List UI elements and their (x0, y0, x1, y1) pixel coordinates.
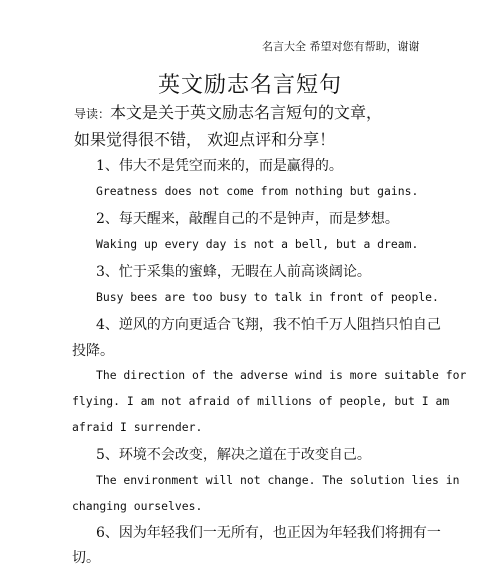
header-note: 名言大全 希望对您有帮助，谢谢 (262, 40, 420, 53)
intro-line-2: 如果觉得很不错， 欢迎点评和分享！ (74, 130, 336, 149)
quote-5-en-2: changing ourselves. (72, 499, 203, 513)
quote-4-cn-2: 投降。 (72, 343, 114, 359)
intro-label: 导读： (74, 107, 111, 121)
quote-5-en-1: The environment will not change. The solution lies in (96, 473, 460, 487)
quote-4-en-3: afraid I surrender. (72, 420, 203, 434)
quote-4-en-1: The direction of the adverse wind is more suitable for (96, 368, 467, 382)
quote-6-cn-1: 6、因为年轻我们一无所有，也正因为年轻我们将拥有一 (96, 525, 441, 541)
quote-3-cn: 3、忙于采集的蜜蜂，无暇在人前高谈阔论。 (96, 264, 371, 280)
quote-6-cn-2: 切。 (72, 550, 100, 566)
quote-3-en: Busy bees are too busy to talk in front of people. (96, 290, 439, 304)
quote-2-cn: 2、每天醒来，敲醒自己的不是钟声，而是梦想。 (96, 211, 399, 227)
quote-1-en: Greatness does not come from nothing but gains. (96, 184, 419, 198)
quote-5-cn: 5、环境不会改变，解决之道在于改变自己。 (96, 447, 371, 463)
quote-4-cn-1: 4、逆风的方向更适合飞翔，我不怕千万人阻挡只怕自己 (96, 317, 441, 333)
quote-1-cn: 1、伟大不是凭空而来的，而是赢得的。 (96, 158, 343, 174)
quote-2-en: Waking up every day is not a bell, but a dream. (96, 237, 419, 251)
intro-line-1 (74, 100, 382, 123)
document-title: 英文励志名言短句 (157, 73, 342, 98)
quote-4-en-2: flying. I am not afraid of millions of people, but I am (72, 394, 450, 408)
intro-text-1: 本文是关于英文励志名言短句的文章， (110, 103, 383, 122)
